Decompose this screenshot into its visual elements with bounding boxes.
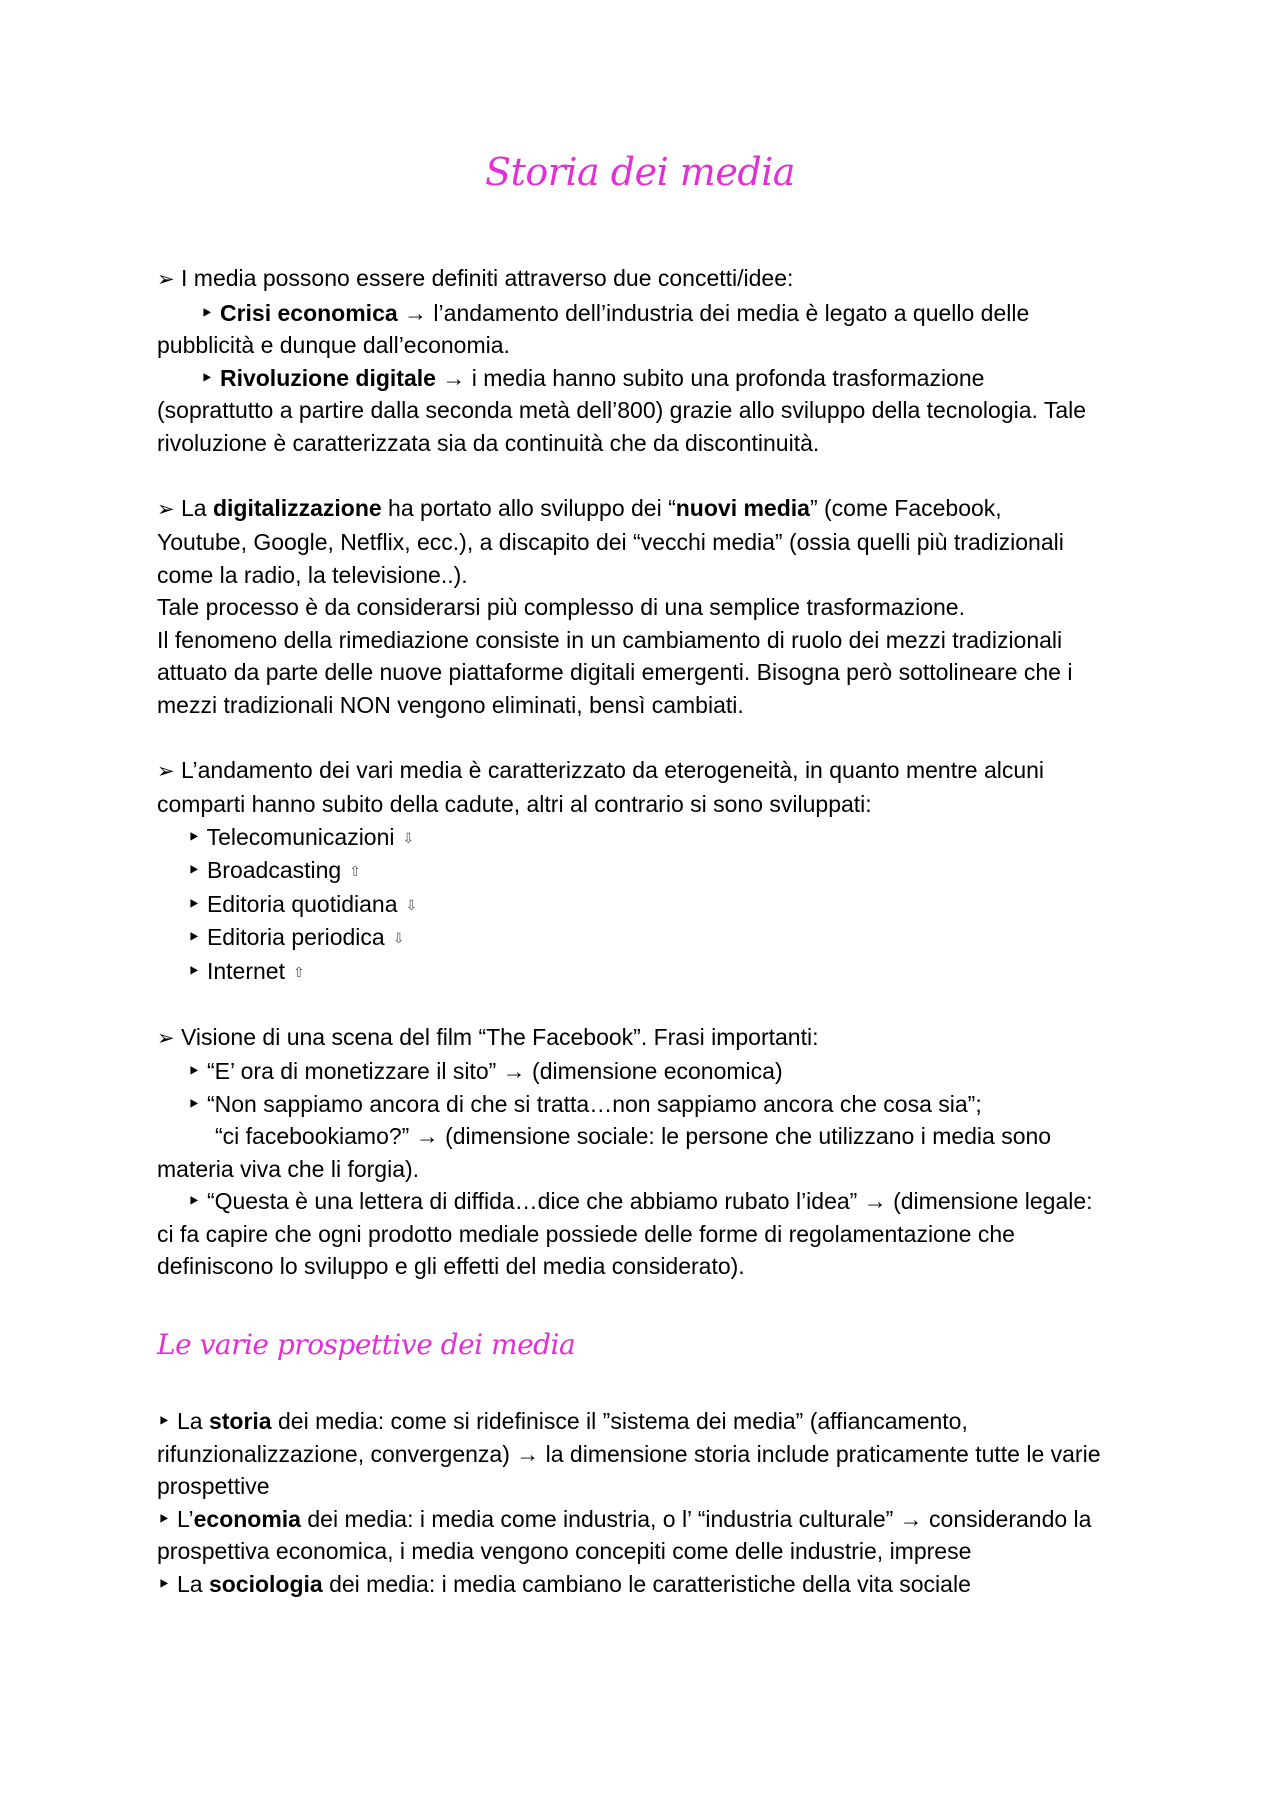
bullet-icon: ‣ — [200, 364, 214, 391]
text-line: attuato da parte delle nuove piattaforme digitali emergenti. Bisogna però sottolineare che i — [157, 659, 1073, 685]
text-line: pubblicità e dunque dall’economia. — [157, 332, 510, 358]
bullet-icon: ‣ — [187, 890, 201, 917]
bullet-icon: ‣ — [157, 1570, 171, 1597]
list-item: ‣ Broadcasting ⇧ — [187, 857, 361, 883]
text-line: come la radio, la televisione..). — [157, 561, 468, 588]
bullet-icon: ‣ — [187, 957, 201, 984]
list-item: ‣ La storia dei media: come si ridefinisce il ”sistema dei media” (affiancamento, — [157, 1408, 968, 1434]
bullet-icon: ‣ — [187, 857, 201, 883]
paragraph-digitalizzazione: ➢ La digitalizzazione ha portato allo sviluppo dei “nuovi media” (come Facebook, — [157, 494, 1002, 521]
text-line: ci fa capire che ogni prodotto mediale possiede delle forme di regolamentazione che — [157, 1220, 1015, 1247]
text-line: rifunzionalizzazione, convergenza) → la dimensione storia include praticamente tutte le varie — [157, 1440, 1101, 1467]
text-line: Tale processo è da considerarsi più complesso di una semplice trasformazione. — [157, 594, 965, 620]
text-line: mezzi tradizionali NON vengono eliminati, bensì cambiati. — [157, 691, 744, 718]
bullet-icon: ‣ — [187, 1058, 201, 1084]
list-item: ‣ “Questa è una lettera di diffida…dice che abbiamo rubato l’idea” → (dimensione legale: — [187, 1188, 1093, 1214]
bullet-icon: ‣ — [187, 924, 201, 950]
arrow-bullet-icon: ➢ — [157, 268, 175, 291]
text-line: rivoluzione è caratterizzata sia da continuità che da discontinuità. — [157, 429, 820, 456]
bullet-icon: ‣ — [200, 299, 214, 326]
text-line: definiscono lo sviluppo e gli effetti del media considerato). — [157, 1253, 745, 1279]
bullet-icon: ‣ — [157, 1408, 171, 1434]
text-line: (soprattutto a partire dalla seconda metà dell’800) grazie allo sviluppo della tecnologia. Tale — [157, 397, 1087, 423]
list-item: ‣ Telecomunicazioni ⇩ — [187, 823, 415, 850]
arrow-down-icon: ⇩ — [392, 930, 405, 946]
arrow-bullet-icon: ➢ — [157, 497, 175, 521]
perspectives-content — [157, 1405, 1147, 1600]
arrow-down-icon: ⇩ — [402, 829, 415, 846]
arrow-up-icon: ⇧ — [292, 963, 305, 980]
bullet-icon: ‣ — [187, 823, 201, 850]
list-item: ‣ “E’ ora di monetizzare il sito” → (dimensione economica) — [187, 1058, 783, 1084]
text-line: materia viva che li forgia). — [157, 1155, 420, 1182]
list-item: ‣ Crisi economica → l’andamento dell’industria dei media è legato a quello delle — [200, 299, 1030, 326]
text-line: “ci facebookiamo?” → (dimensione sociale: le persone che utilizzano i media sono — [215, 1123, 1052, 1149]
text-line: comparti hanno subito della cadute, altri al contrario si sono sviluppati: — [157, 791, 872, 817]
text-line: Youtube, Google, Netflix, ecc.), a discapito dei “vecchi media” (ossia quelli più tradizionali — [157, 529, 1064, 555]
paragraph-facebook: ➢ Visione di una scena del film “The Facebook”. Frasi importanti: — [157, 1023, 819, 1050]
bullet-icon: ‣ — [157, 1505, 171, 1532]
list-item: ‣ “Non sappiamo ancora di che si tratta…non sappiamo ancora che cosa sia”; — [187, 1090, 982, 1117]
page-title: Storia dei media — [485, 150, 795, 194]
main-content — [157, 262, 1147, 1283]
text-line: Il fenomeno della rimediazione consiste in un cambiamento di ruolo dei mezzi tradizionali — [157, 626, 1063, 653]
text-line: prospettive — [157, 1473, 270, 1499]
arrow-up-icon: ⇧ — [349, 863, 361, 879]
arrow-bullet-icon: ➢ — [157, 1026, 175, 1050]
section-heading: Le varie prospettive dei media — [157, 1328, 576, 1361]
list-item: ‣ Internet ⇧ — [187, 957, 305, 984]
list-item: ‣ La sociologia dei media: i media cambiano le caratteristiche della vita sociale — [157, 1570, 971, 1597]
list-item: ‣ Editoria periodica ⇩ — [187, 924, 405, 950]
paragraph-andamento: ➢ L’andamento dei vari media è caratterizzato da eterogeneità, in quanto mentre alcuni — [157, 756, 1045, 783]
text-line: prospettiva economica, i media vengono concepiti come delle industrie, imprese — [157, 1538, 972, 1564]
list-item: ‣ L’economia dei media: i media come industria, o l’ “industria culturale” → considerando la — [157, 1505, 1092, 1532]
list-item: ‣ Rivoluzione digitale → i media hanno subito una profonda trasformazione — [200, 364, 985, 391]
arrow-bullet-icon: ➢ — [157, 759, 175, 783]
bullet-icon: ‣ — [187, 1188, 201, 1214]
list-item: ‣ Editoria quotidiana ⇩ — [187, 890, 418, 917]
paragraph-intro: ➢ I media possono essere definiti attraverso due concetti/idee: — [157, 265, 794, 291]
bullet-icon: ‣ — [187, 1090, 201, 1117]
arrow-down-icon: ⇩ — [405, 896, 418, 913]
